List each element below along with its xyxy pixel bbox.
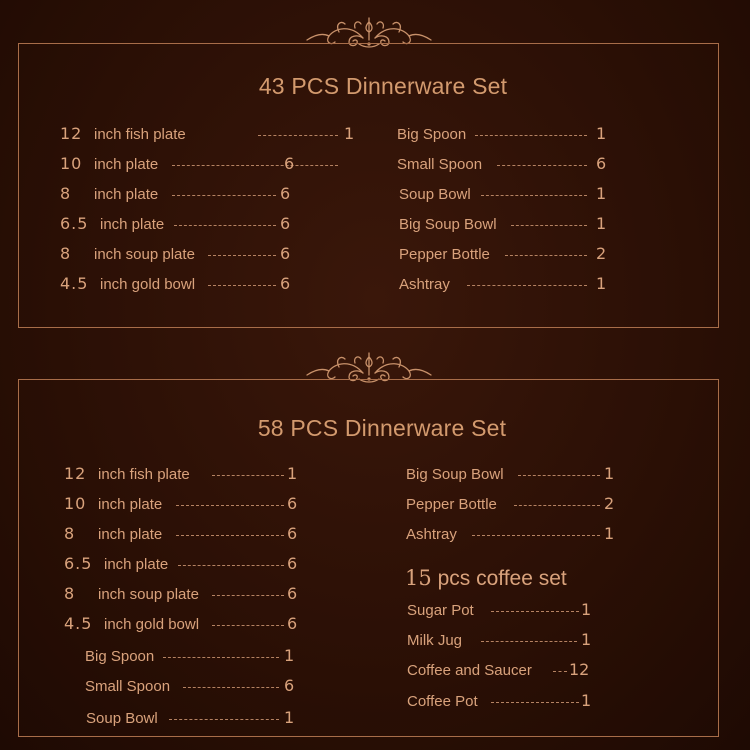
item-qty: 6 xyxy=(287,554,298,573)
item-qty: 6 xyxy=(280,184,291,203)
item-name: Ashtray xyxy=(406,526,457,543)
list-item xyxy=(397,216,617,238)
item-name: Big Soup Bowl xyxy=(399,216,497,233)
item-size: 6.5 xyxy=(60,214,89,233)
item-name: Coffee Pot xyxy=(407,693,478,710)
item-name: Big Spoon xyxy=(85,648,155,665)
item-name: inch plate xyxy=(104,556,169,573)
leader-line xyxy=(169,719,279,720)
item-name: inch fish plate xyxy=(98,466,190,483)
item-qty: 12 xyxy=(569,660,590,679)
list-item xyxy=(64,586,324,608)
coffee-set-heading xyxy=(405,566,567,591)
list-item xyxy=(397,246,617,268)
item-size: 6.5 xyxy=(64,554,93,573)
list-item xyxy=(64,556,324,578)
item-name: Big Spoon xyxy=(397,126,467,143)
item-name: Pepper Bottle xyxy=(406,496,497,513)
item-name: Ashtray xyxy=(399,276,450,293)
item-name: Coffee and Saucer xyxy=(407,662,532,679)
coffee-set-count: 15 xyxy=(405,566,432,590)
leader-line xyxy=(475,135,587,136)
item-name: inch gold bowl xyxy=(104,616,200,633)
leader-line xyxy=(174,225,276,226)
list-item xyxy=(85,648,325,670)
list-item xyxy=(64,526,324,548)
leader-line xyxy=(183,687,279,688)
leader-line xyxy=(212,595,284,596)
list-item xyxy=(64,616,324,638)
item-name: inch soup plate xyxy=(98,586,199,603)
leader-line xyxy=(491,611,579,612)
item-qty: 6 xyxy=(287,494,298,513)
leader-line xyxy=(258,135,338,136)
item-qty: 6 xyxy=(280,244,291,263)
leader-line xyxy=(467,285,587,286)
list-item xyxy=(406,526,626,548)
list-item xyxy=(407,602,607,624)
item-name: Small Spoon xyxy=(85,678,171,695)
item-qty: 1 xyxy=(596,124,607,143)
item-size: 12 xyxy=(60,124,83,143)
item-qty: 6 xyxy=(280,214,291,233)
leader-line xyxy=(208,285,276,286)
item-qty: 6 xyxy=(287,524,298,543)
item-size: 10 xyxy=(64,494,87,513)
item-qty: 6 xyxy=(287,584,298,603)
list-item xyxy=(406,466,626,488)
item-qty: 1 xyxy=(284,708,295,727)
item-qty: 1 xyxy=(596,214,607,233)
item-qty: 6 xyxy=(596,154,607,173)
item-name: inch plate xyxy=(100,216,165,233)
item-name: inch fish plate xyxy=(94,126,186,143)
item-name: Soup Bowl xyxy=(399,186,471,203)
set-43-title: 43 PCS Dinnerware Set xyxy=(258,73,508,99)
item-qty: 1 xyxy=(581,630,592,649)
item-name: Soup Bowl xyxy=(86,710,158,727)
list-item xyxy=(60,216,320,238)
item-qty: 1 xyxy=(581,600,592,619)
item-qty: 1 xyxy=(604,464,615,483)
leader-line xyxy=(491,702,579,703)
item-qty: 2 xyxy=(596,244,607,263)
item-name: inch plate xyxy=(94,156,159,173)
list-item xyxy=(60,186,320,208)
item-name: Big Soup Bowl xyxy=(406,466,504,483)
leader-line xyxy=(172,195,276,196)
item-qty: 1 xyxy=(596,274,607,293)
item-qty: 1 xyxy=(581,691,592,710)
item-name: Milk Jug xyxy=(407,632,463,649)
item-qty: 1 xyxy=(284,646,295,665)
list-item xyxy=(406,496,626,518)
item-size: 8 xyxy=(60,244,72,263)
list-item xyxy=(60,156,320,178)
item-size: 8 xyxy=(60,184,72,203)
leader-line xyxy=(472,535,600,536)
leader-line xyxy=(212,475,284,476)
leader-line xyxy=(481,195,587,196)
leader-line xyxy=(497,165,587,166)
list-item xyxy=(397,126,617,148)
list-item xyxy=(60,124,355,148)
leader-line xyxy=(553,671,567,672)
leader-line xyxy=(178,565,284,566)
leader-line xyxy=(212,625,284,626)
item-name: inch plate xyxy=(98,496,163,513)
leader-line xyxy=(176,535,284,536)
leader-line xyxy=(511,225,587,226)
leader-line xyxy=(505,255,587,256)
item-name: inch soup plate xyxy=(94,246,195,263)
set-58-title: 58 PCS Dinnerware Set xyxy=(257,415,507,441)
list-item xyxy=(407,693,607,715)
item-name: inch gold bowl xyxy=(100,276,196,293)
item-size: 12 xyxy=(64,464,87,483)
coffee-set-label: pcs coffee set xyxy=(437,567,567,590)
item-size: 8 xyxy=(64,524,76,543)
item-name: Small Spoon xyxy=(397,156,483,173)
list-item xyxy=(64,466,324,488)
item-qty: 6 xyxy=(284,154,295,173)
leader-line xyxy=(518,475,600,476)
item-name: inch plate xyxy=(98,526,163,543)
list-item xyxy=(407,662,607,684)
item-qty: 2 xyxy=(604,494,615,513)
item-name: inch plate xyxy=(94,186,159,203)
item-qty: 6 xyxy=(287,614,298,633)
list-item xyxy=(85,710,325,732)
item-name: Sugar Pot xyxy=(407,602,474,619)
leader-line xyxy=(481,641,577,642)
list-item xyxy=(64,496,324,518)
item-qty: 1 xyxy=(596,184,607,203)
list-item xyxy=(407,632,607,654)
item-size: 4.5 xyxy=(60,274,89,293)
item-qty: 1 xyxy=(344,124,355,143)
item-size: 10 xyxy=(60,154,83,173)
list-item xyxy=(85,678,325,700)
list-item xyxy=(60,276,320,298)
item-name: Pepper Bottle xyxy=(399,246,490,263)
item-qty: 1 xyxy=(604,524,615,543)
item-size: 8 xyxy=(64,584,76,603)
item-size: 4.5 xyxy=(64,614,93,633)
list-item xyxy=(397,276,617,298)
leader-line xyxy=(514,505,600,506)
item-qty: 6 xyxy=(280,274,291,293)
leader-line xyxy=(176,505,284,506)
list-item xyxy=(397,156,617,178)
item-qty: 1 xyxy=(287,464,298,483)
leader-line xyxy=(172,165,338,166)
leader-line xyxy=(208,255,276,256)
list-item xyxy=(60,246,320,268)
item-qty: 6 xyxy=(284,676,295,695)
leader-line xyxy=(163,657,279,658)
list-item xyxy=(397,186,617,208)
